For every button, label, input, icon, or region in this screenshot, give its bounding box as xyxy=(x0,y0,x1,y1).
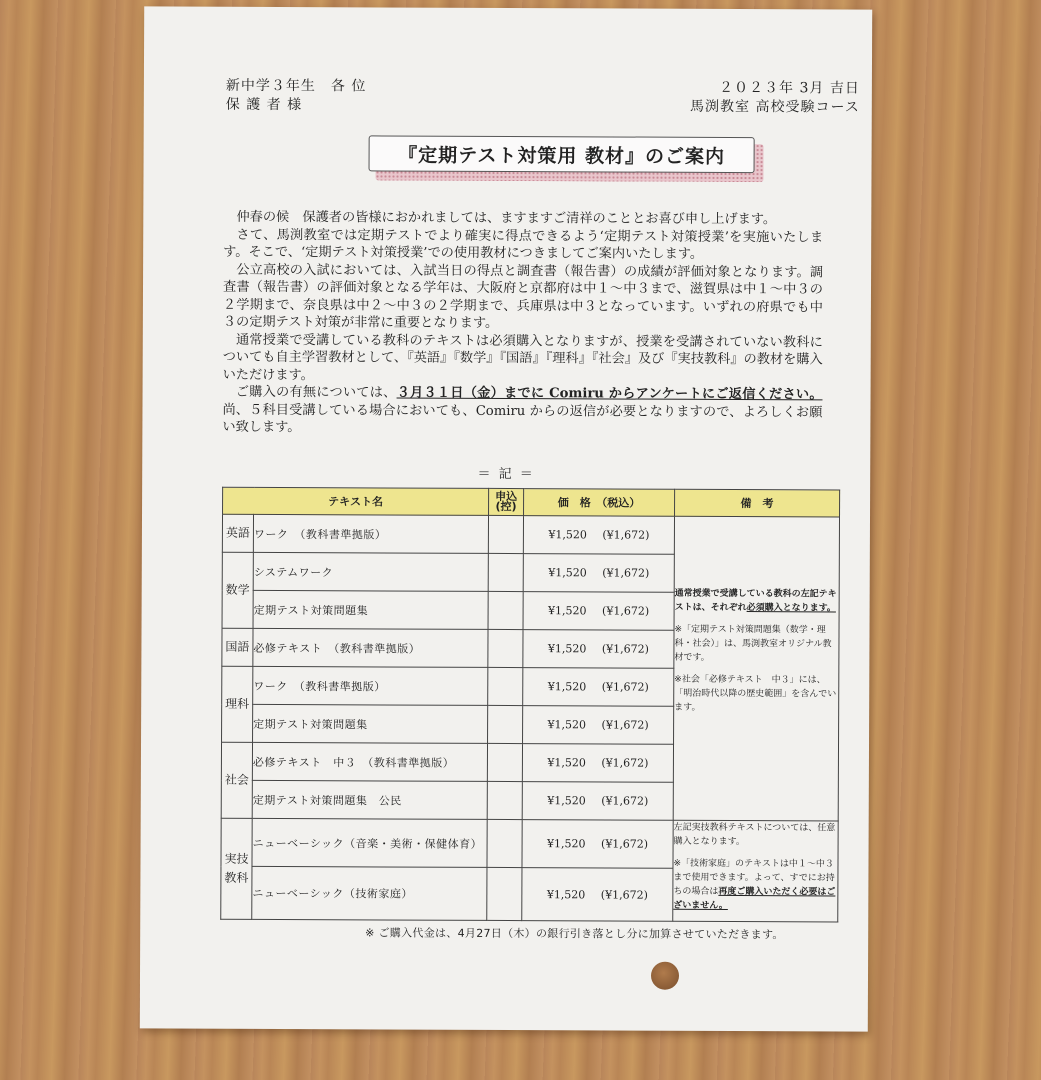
text-name: ワーク （教科書準拠版） xyxy=(253,666,488,705)
text-name: 必修テキスト （教科書準拠版） xyxy=(253,628,488,667)
note-main-line-1: 通常授業で受講している教科の左記テキストは、それぞれ必須購入となります。 xyxy=(674,588,837,614)
table-row xyxy=(221,818,838,869)
header-price: 価 格 （税込） xyxy=(524,489,675,517)
title-banner xyxy=(368,135,763,181)
addressee-line-2: 保 護 者 様 xyxy=(225,96,303,114)
subject-math: 数学 xyxy=(222,552,253,628)
paragraph-purchase: 通常授業で受講している教科のテキストは必須購入となりますが、授業を受講されていない教科についても自主学習教材として、『英語』『数学』『国語』『理科』『社会』及び『実技教科』の教材を購入いただけます。 xyxy=(222,332,823,383)
text-name: ニューベーシック（音楽・美術・保健体育） xyxy=(252,818,487,867)
note-main xyxy=(673,516,839,821)
note-practical xyxy=(673,820,838,922)
deadline-tail: 尚、５科目受講している場合においても、Comiru からの返信が必要となりますので、よろしくお願い致します。 xyxy=(222,402,823,436)
apply-cell[interactable] xyxy=(488,705,523,743)
price-cell: ¥1,520 (¥1,672) xyxy=(522,782,673,821)
subject-practical: 実技教科 xyxy=(221,818,252,919)
text-name: ワーク （教科書準拠版） xyxy=(253,514,488,553)
text-name: 定期テスト対策問題集 xyxy=(253,590,488,629)
apply-cell[interactable] xyxy=(488,515,523,553)
paragraph-deadline xyxy=(222,384,822,439)
text-name: システムワーク xyxy=(253,552,488,591)
table-header-row xyxy=(223,487,840,517)
price-cell: ¥1,520 (¥1,672) xyxy=(523,554,674,593)
date: ２０２３年 3月 吉日 xyxy=(719,79,860,97)
apply-cell[interactable] xyxy=(488,629,523,667)
price-cell: ¥1,520 (¥1,672) xyxy=(522,868,673,921)
text-name: 定期テスト対策問題集 公民 xyxy=(252,780,487,819)
price-cell: ¥1,520 (¥1,672) xyxy=(522,820,673,869)
price-cell: ¥1,520 (¥1,672) xyxy=(523,516,674,555)
note-practical-line-2: ※「技術家庭」のテキストは中１～中３まで使用できます。よって、すでにお持ちの場合は再度ご購入いただく必要はございません。 xyxy=(673,858,836,911)
price-cell: ¥1,520 (¥1,672) xyxy=(522,744,673,783)
ki-heading: ＝ 記 ＝ xyxy=(477,466,535,483)
subject-english: 英語 xyxy=(222,514,253,552)
addressee-line-1: 新中学３年生 各 位 xyxy=(225,77,367,95)
price-cell: ¥1,520 (¥1,672) xyxy=(523,706,674,745)
punch-hole xyxy=(651,962,679,990)
price-cell: ¥1,520 (¥1,672) xyxy=(523,668,674,707)
header-apply: 申込(控) xyxy=(489,488,524,515)
note-main-line-2: ※「定期テスト対策問題集（数学・理科・社会）」は、馬渕教室オリジナル教材です。 xyxy=(674,624,832,663)
materials-table xyxy=(220,487,840,923)
table-row xyxy=(222,514,839,555)
text-name: ニューベーシック（技術家庭） xyxy=(252,867,487,921)
price-cell: ¥1,520 (¥1,672) xyxy=(523,630,674,669)
apply-cell[interactable] xyxy=(487,743,522,781)
subject-science: 理科 xyxy=(222,666,253,742)
subject-japanese: 国語 xyxy=(222,628,253,666)
apply-cell[interactable] xyxy=(488,553,523,591)
paragraph-greeting: 仲春の候 保護者の皆様におかれましては、ますますご清祥のこととお喜び申し上げます。 xyxy=(236,209,777,228)
sender xyxy=(690,79,860,118)
addressee xyxy=(226,77,367,116)
deadline-lead: ご購入の有無については、 xyxy=(235,384,397,401)
subject-social: 社会 xyxy=(221,742,252,818)
apply-cell[interactable] xyxy=(488,591,523,629)
apply-cell[interactable] xyxy=(487,781,522,819)
paper-sheet xyxy=(140,6,872,1031)
note-main-line-3: ※社会「必修テキスト 中３」には、「明治時代以降の歴史範囲」を含んでいます。 xyxy=(674,674,837,713)
paragraph-intro: さて、馬渕教室では定期テストでより確実に得点できるよう‘定期テスト対策授業’を実施いたします。そこで、‘定期テスト対策授業’での使用教材につきましてご案内いたします。 xyxy=(223,227,824,262)
apply-cell[interactable] xyxy=(487,819,522,867)
page-title: 『定期テスト対策用 教材』のご案内 xyxy=(369,135,755,173)
paragraph-admission: 公立高校の入試においては、入試当日の得点と調査書（報告書）の成績が評価対象となります。調査書（報告書）の評価対象となる学年は、大阪府と京都府は中１～中３まで、滋賀県は中１～中３の２学期まで、奈良県は中２～中３の２学期まで、兵庫県は中３となっています。いずれの府県でも中３の定期テスト対策が非常に重要となります。 xyxy=(222,262,824,331)
header-note: 備 考 xyxy=(675,489,840,517)
header-text-name: テキスト名 xyxy=(223,487,489,515)
deadline-underline: ３月３１日（金）までに Comiru からアンケートにご返信ください。 xyxy=(396,385,823,403)
price-cell: ¥1,520 (¥1,672) xyxy=(523,592,674,631)
apply-cell[interactable] xyxy=(488,667,523,705)
apply-cell[interactable] xyxy=(487,868,522,921)
text-name: 必修テキスト 中３ （教科書準拠版） xyxy=(252,742,487,781)
sender-name: 馬渕教室 高校受験コース xyxy=(690,98,860,116)
payment-note: ※ ご購入代金は、4月27日（木）の銀行引き落とし分に加算させていただきます。 xyxy=(365,926,784,942)
text-name: 定期テスト対策問題集 xyxy=(253,704,488,743)
note-practical-line-1: 左記実技教科テキストについては、任意購入となります。 xyxy=(673,822,836,848)
letter-body xyxy=(222,209,823,439)
